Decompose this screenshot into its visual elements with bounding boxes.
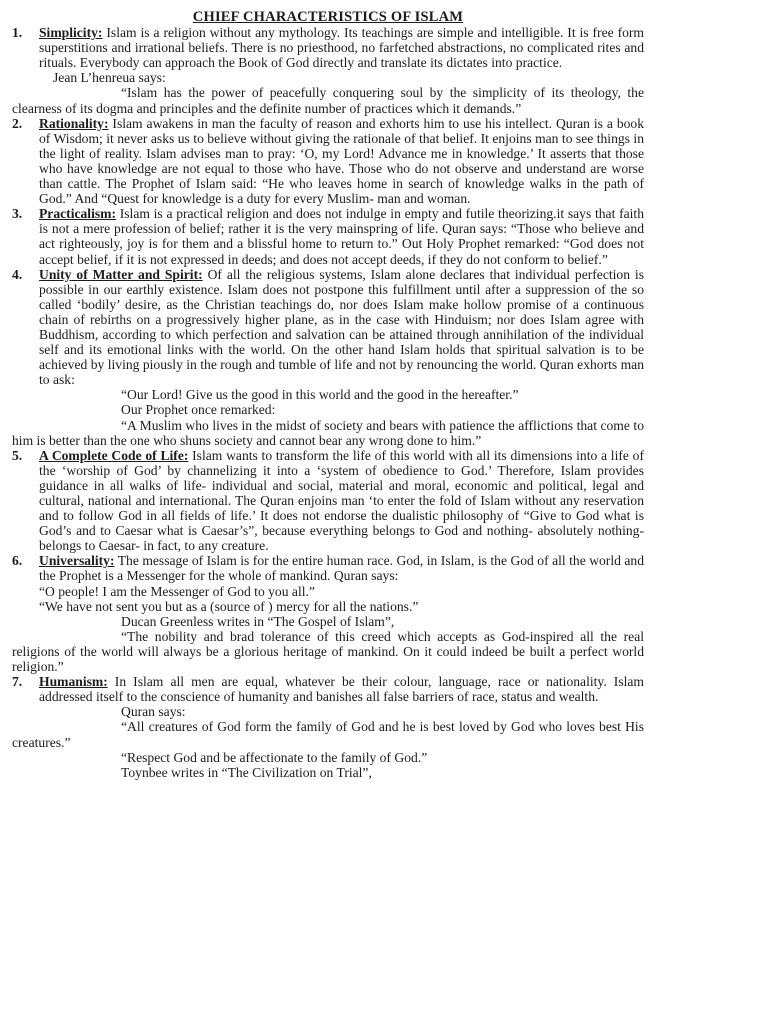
section-body bbox=[39, 448, 644, 554]
section-number: 4. bbox=[12, 266, 23, 282]
section-body bbox=[39, 116, 644, 207]
quote-text: “All creatures of God form the family of God and he is best loved by God who loves best His creatures.” bbox=[12, 719, 644, 750]
section-body bbox=[39, 674, 644, 704]
quote-text: “Respect God and be affectionate to the family of God.” bbox=[121, 749, 428, 765]
quote-text: “Our Lord! Give us the good in this world and the good in the hereafter.” bbox=[121, 387, 519, 403]
section-body bbox=[39, 25, 644, 70]
page-title: CHIEF CHARACTERISTICS OF ISLAM bbox=[192, 9, 464, 25]
section-simplicity bbox=[12, 25, 644, 116]
section-number: 3. bbox=[12, 206, 23, 222]
section-text: In Islam all men are equal, whatever be their colour, language, race or nationality. Islam addressed itself to the conscience of humanity and banishes all false barriers of race, status and wealth. bbox=[39, 674, 644, 705]
section-practicalism bbox=[12, 206, 644, 266]
section-number: 5. bbox=[12, 447, 23, 463]
quote-attribution: Jean L’henreua says: bbox=[53, 70, 166, 86]
section-heading: Universality: bbox=[39, 553, 115, 569]
section-rationality bbox=[12, 116, 644, 207]
section-text: Islam is a practical religion and does not indulge in empty and futile theorizing.it says that faith is not a mere profession of belief; rather it is the very mainspring of life. Quran says: “Those who believe and act righteously, joy is for them and a blissful home to return to.” Out Holy Prophet remarked: “God does not accept belief, if it is not expressed in deeds; and does not accept deeds, if they do not conform to belief.” bbox=[39, 206, 644, 267]
section-text: The message of Islam is for the entire human race. God, in Islam, is the God of all the world and the Prophet is a Messenger for the whole of mankind. Quran says: bbox=[39, 553, 644, 584]
section-text: Islam is a religion without any mythology. Its teachings are simple and intelligible. It is free form superstitions and irrational beliefs. There is no priesthood, no farfetched abstractions, no complicated rites and rituals. Everybody can approach the Book of God directly and translate its dictates into practice. bbox=[39, 25, 644, 71]
section-number: 6. bbox=[12, 553, 23, 569]
section-heading: Practicalism: bbox=[39, 206, 116, 222]
section-number: 1. bbox=[12, 25, 23, 41]
section-complete-code bbox=[12, 448, 644, 554]
section-heading: Simplicity: bbox=[39, 25, 103, 41]
section-body bbox=[39, 267, 644, 388]
section-universality bbox=[12, 553, 644, 674]
section-heading: A Complete Code of Life: bbox=[39, 447, 189, 463]
quote-text: “A Muslim who lives in the midst of society and bears with patience the afflictions that come to him is better than the one who shuns society and cannot bear any wrong done to him.” bbox=[12, 417, 644, 448]
quote-text: “Islam has the power of peacefully conquering soul by the simplicity of its theology, the clearness of its dogma and principles and the definite number of practices which it demands.” bbox=[12, 85, 644, 116]
section-humanism bbox=[12, 674, 644, 780]
quote-text: “The nobility and brad tolerance of this creed which accepts as God-inspired all the real religions of the world will always be a glorious heritage of mankind. On it could indeed be built a perfect world religion.” bbox=[12, 628, 644, 675]
quote-text: “O people! I am the Messenger of God to you all.” bbox=[39, 583, 315, 599]
section-text: Islam awakens in man the faculty of reason and exhorts him to use his intellect. Quran is a book of Wisdom; it never asks us to believe without giving the rationale of that belief. It enjoins man to see things in the light of reality. Islam advises man to pray: ‘O, my Lord! Advance me in knowledge.’ It asserts that those who have knowledge are not equal to those who have. Those who do not observe and understand are worse than cattle. The Prophet of Islam said: “He who leaves home in search of knowledge walks in the path of God.” And “Quest for knowledge is a duty for every Muslim- man and woman. bbox=[39, 115, 645, 207]
section-heading: Rationality: bbox=[39, 115, 109, 131]
section-body bbox=[39, 206, 644, 266]
section-number: 7. bbox=[12, 674, 23, 690]
quote-text: “We have not sent you but as a (source of ) mercy for all the nations.” bbox=[39, 598, 419, 614]
quote-attribution: Ducan Greenless writes in “The Gospel of Islam”, bbox=[121, 613, 395, 629]
section-text: Of all the religious systems, Islam alone declares that individual perfection is possible in our earthly existence. Islam does not postpone this fulfillment until after a suppression of the so called ‘bodily’ desire, as the Christian teachings do, nor does Islam make hollow promise of a continuous chain of rebirths on a progressively higher plane, as in the case with Hinduism; nor does Islam agree with Buddhism, according to which perfection and salvation can be attained through annihilation of the individual self and its emotional links with the world. On the other hand Islam holds that spiritual salvation is to be achieved by living piously in the rough and tumble of life and not by renouncing the world. Quran exhorts man to ask: bbox=[39, 266, 645, 388]
quote-attribution: Our Prophet once remarked: bbox=[121, 402, 276, 418]
quote-attribution: Quran says: bbox=[121, 704, 186, 720]
section-heading: Unity of Matter and Spirit: bbox=[39, 266, 203, 282]
section-number: 2. bbox=[12, 115, 23, 131]
quote-attribution: Toynbee writes in “The Civilization on Trial”, bbox=[121, 764, 372, 780]
section-text: Islam wants to transform the life of this world with all its dimensions into a life of the ‘worship of God’ by channelizing it into a ‘system of obedience to God.’ Therefore, Islam provides guidance in all walks of life- individual and social, material and moral, economic and political, legal and cultural, national and international. The Quran enjoins man ‘to enter the fold of Islam without any reservation and to follow God in all fields of life.’ It does not endorse the dualistic philosophy of “Give to God what is God’s and to Caesar what is Caesar’s”, because everything belongs to God and nothing- absolutely nothing- belongs to Caesar- in fact, to any creature. bbox=[39, 447, 644, 554]
section-heading: Humanism: bbox=[39, 674, 108, 690]
section-unity bbox=[12, 267, 644, 448]
section-body bbox=[39, 553, 644, 583]
